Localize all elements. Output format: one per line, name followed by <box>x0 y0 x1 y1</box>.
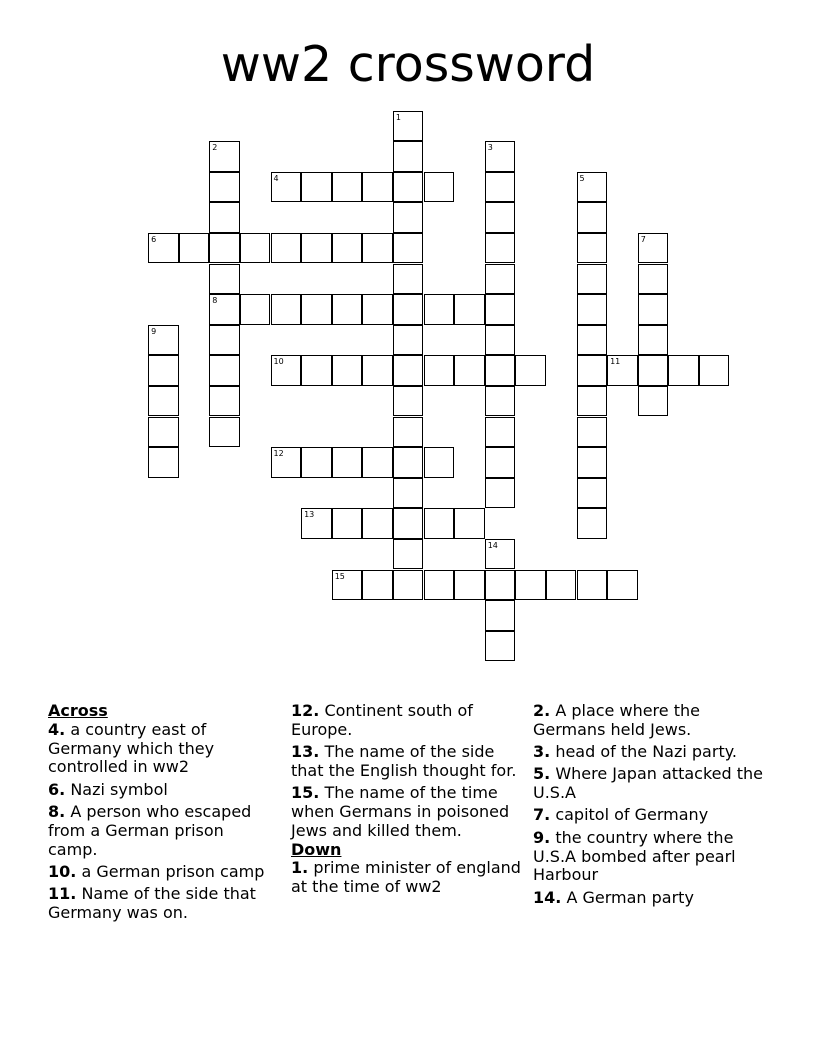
clue-across-11: 11. Name of the side that Germany was on. <box>48 884 256 922</box>
grid-cell[interactable] <box>301 355 332 386</box>
grid-cell[interactable] <box>332 233 363 264</box>
grid-cell[interactable] <box>301 172 332 203</box>
clue-text: A German party <box>566 887 694 907</box>
clue-number: 11 <box>48 884 71 904</box>
grid-cell-number: 7 <box>640 234 646 244</box>
clue-down-9: 9. the country where the U.S.A bombed after pearl Harbour <box>533 827 736 885</box>
grid-cell[interactable] <box>362 172 393 203</box>
grid-cell[interactable] <box>577 417 608 448</box>
page-title: ww2 crossword <box>220 36 596 93</box>
grid-cell[interactable] <box>148 417 179 448</box>
grid-cell[interactable] <box>209 202 240 233</box>
down-heading: Down <box>291 839 342 859</box>
clue-column-2 <box>291 702 523 900</box>
grid-cell[interactable] <box>577 508 608 539</box>
clue-across-15: 15. The name of the time when Germans in poisoned Jews and killed them. <box>291 783 510 840</box>
grid-cell-number: 5 <box>579 173 585 183</box>
clue-text: The name of the time when Germans in poisoned Jews and killed them. <box>291 783 510 840</box>
grid-cell-number: 9 <box>151 326 157 336</box>
grid-cell[interactable] <box>271 294 302 325</box>
clue-across-10: 10. a German prison camp <box>48 861 265 881</box>
grid-cell[interactable] <box>209 325 240 356</box>
grid-cell[interactable] <box>485 600 516 631</box>
grid-cell[interactable] <box>638 294 669 325</box>
grid-cell[interactable] <box>577 294 608 325</box>
grid-cell[interactable] <box>485 233 516 264</box>
grid-cell[interactable] <box>577 355 608 386</box>
grid-cell[interactable] <box>454 294 485 325</box>
clue-down-7: 7. capitol of Germany <box>533 805 709 825</box>
grid-cell[interactable] <box>577 478 608 509</box>
grid-cell-number: 4 <box>273 173 279 183</box>
grid-cell[interactable] <box>209 355 240 386</box>
grid-cell[interactable] <box>362 294 393 325</box>
clue-down-1: 1. prime minister of england at the time of ww2 <box>291 858 521 897</box>
clue-down-5: 5. Where Japan attacked the U.S.A <box>533 764 763 803</box>
grid-cell[interactable] <box>393 386 424 417</box>
grid-cell[interactable] <box>515 570 546 601</box>
grid-cell[interactable] <box>209 233 240 264</box>
grid-cell[interactable] <box>393 355 424 386</box>
grid-cell[interactable] <box>332 447 363 478</box>
clue-down-3: 3. head of the Nazi party. <box>533 742 737 762</box>
clue-text: Nazi symbol <box>70 779 168 799</box>
clue-number: 13 <box>291 742 314 762</box>
grid-cell-number: 8 <box>212 296 218 306</box>
clue-number: 7 <box>533 805 545 825</box>
clue-text: Name of the side that Germany was on. <box>48 884 256 922</box>
grid-cell[interactable] <box>699 355 730 386</box>
grid-cell[interactable] <box>607 570 638 601</box>
grid-cell[interactable] <box>424 570 455 601</box>
clue-across-8: 8. A person who escaped from a German prison camp. <box>48 801 252 859</box>
grid-cell[interactable] <box>485 417 516 448</box>
grid-cell[interactable] <box>454 570 485 601</box>
clue-number: 6 <box>48 779 60 799</box>
clue-text: A person who escaped from a German prison camp. <box>48 801 252 859</box>
grid-cell-number: 6 <box>151 234 157 244</box>
grid-cell[interactable] <box>515 355 546 386</box>
grid-cell-number: 14 <box>487 540 498 550</box>
clue-down-14: 14. A German party <box>533 887 694 907</box>
clue-text: a country east of Germany which they controlled in ww2 <box>48 719 215 777</box>
clue-text: The name of the side that the English thought for. <box>291 742 517 780</box>
clue-text: prime minister of england at the time of ww2 <box>291 858 521 897</box>
grid-cell[interactable] <box>393 141 424 172</box>
grid-cell[interactable] <box>148 355 179 386</box>
grid-cell[interactable] <box>424 355 455 386</box>
grid-cell[interactable] <box>485 325 516 356</box>
grid-cell-number: 13 <box>304 510 315 520</box>
clue-column-3 <box>533 702 763 911</box>
clue-number: 8 <box>48 801 60 821</box>
grid-cell[interactable] <box>362 355 393 386</box>
grid-cell[interactable] <box>301 294 332 325</box>
grid-cell[interactable] <box>209 172 240 203</box>
clue-number: 14 <box>533 887 556 907</box>
grid-cell[interactable] <box>393 202 424 233</box>
grid-cell[interactable] <box>485 386 516 417</box>
grid-cell[interactable] <box>393 172 424 203</box>
grid-cell[interactable] <box>393 264 424 295</box>
grid-cell[interactable] <box>638 325 669 356</box>
grid-cell-number: 3 <box>487 143 493 153</box>
grid-cell[interactable] <box>362 508 393 539</box>
clue-across-6: 6. Nazi symbol <box>48 779 168 799</box>
clue-text: Where Japan attacked the U.S.A <box>533 764 763 803</box>
clue-text: A place where the Germans held Jews. <box>533 701 700 739</box>
grid-cell[interactable] <box>393 539 424 570</box>
grid-cell[interactable] <box>393 294 424 325</box>
grid-cell[interactable] <box>271 233 302 264</box>
grid-cell[interactable] <box>424 447 455 478</box>
grid-cell[interactable] <box>454 355 485 386</box>
grid-cell[interactable] <box>393 478 424 509</box>
grid-cell[interactable] <box>209 417 240 448</box>
grid-cell[interactable] <box>393 417 424 448</box>
clue-number: 3 <box>533 742 545 762</box>
clue-text: capitol of Germany <box>555 805 709 825</box>
grid-cell[interactable] <box>638 264 669 295</box>
grid-cell[interactable] <box>393 508 424 539</box>
clue-number: 10 <box>48 861 71 881</box>
grid-cell[interactable] <box>485 264 516 295</box>
grid-cell[interactable] <box>424 508 455 539</box>
clue-number: 5 <box>533 764 545 784</box>
grid-cell[interactable] <box>638 355 669 386</box>
clue-number: 4 <box>48 719 60 739</box>
clue-number: 2 <box>533 701 545 720</box>
grid-cell[interactable] <box>577 233 608 264</box>
grid-cell[interactable] <box>485 447 516 478</box>
grid-cell-number: 11 <box>610 357 621 367</box>
grid-cell[interactable] <box>485 172 516 203</box>
grid-cell[interactable] <box>332 294 363 325</box>
clue-column-1 <box>48 702 278 926</box>
clue-text: the country where the U.S.A bombed after pearl Harbour <box>533 827 736 885</box>
clue-down-2: 2. A place where the Germans held Jews. <box>533 701 700 739</box>
grid-cell[interactable] <box>240 294 271 325</box>
clue-number: 9 <box>533 827 545 847</box>
grid-cell[interactable] <box>546 570 577 601</box>
grid-cell[interactable] <box>393 325 424 356</box>
grid-cell-number: 2 <box>212 143 218 153</box>
across-heading: Across <box>48 701 108 720</box>
grid-cell[interactable] <box>485 355 516 386</box>
grid-cell[interactable] <box>393 447 424 478</box>
clue-across-4: 4. a country east of Germany which they controlled in ww2 <box>48 719 215 777</box>
grid-cell[interactable] <box>332 355 363 386</box>
grid-cell[interactable] <box>179 233 210 264</box>
grid-cell[interactable] <box>485 294 516 325</box>
grid-cell[interactable] <box>424 294 455 325</box>
grid-cell[interactable] <box>485 570 516 601</box>
grid-cell[interactable] <box>332 508 363 539</box>
grid-cell-number: 12 <box>273 449 284 459</box>
clue-number: 12 <box>291 701 314 720</box>
grid-cell[interactable] <box>148 447 179 478</box>
grid-cell-number: 10 <box>273 357 284 367</box>
clue-across-13: 13. The name of the side that the English thought for. <box>291 742 517 780</box>
clue-text: a German prison camp <box>81 861 265 881</box>
grid-cell[interactable] <box>577 447 608 478</box>
grid-cell[interactable] <box>454 508 485 539</box>
grid-cell[interactable] <box>148 386 179 417</box>
grid-cell[interactable] <box>577 570 608 601</box>
clue-text: Continent south of Europe. <box>291 701 473 739</box>
grid-cell[interactable] <box>301 233 332 264</box>
grid-cell[interactable] <box>485 202 516 233</box>
grid-cell[interactable] <box>577 202 608 233</box>
clue-number: 15 <box>291 783 314 803</box>
grid-cell[interactable] <box>362 447 393 478</box>
grid-cell[interactable] <box>485 478 516 509</box>
clue-number: 1 <box>291 858 303 878</box>
grid-cell[interactable] <box>332 172 363 203</box>
grid-cell[interactable] <box>393 570 424 601</box>
grid-cell[interactable] <box>362 570 393 601</box>
grid-cell[interactable] <box>240 233 271 264</box>
grid-cell[interactable] <box>638 386 669 417</box>
grid-cell[interactable] <box>301 447 332 478</box>
grid-cell-number: 1 <box>395 112 401 122</box>
clue-text: head of the Nazi party. <box>555 742 737 762</box>
grid-cell[interactable] <box>577 264 608 295</box>
grid-cell[interactable] <box>424 172 455 203</box>
grid-cell[interactable] <box>577 325 608 356</box>
grid-cell[interactable] <box>668 355 699 386</box>
grid-cell[interactable] <box>393 233 424 264</box>
grid-cell[interactable] <box>577 386 608 417</box>
grid-cell[interactable] <box>362 233 393 264</box>
grid-cell[interactable] <box>209 386 240 417</box>
grid-cell[interactable] <box>209 264 240 295</box>
grid-cell[interactable] <box>485 631 516 662</box>
grid-cell-number: 15 <box>334 571 345 581</box>
clue-across-12: 12. Continent south of Europe. <box>291 701 473 739</box>
